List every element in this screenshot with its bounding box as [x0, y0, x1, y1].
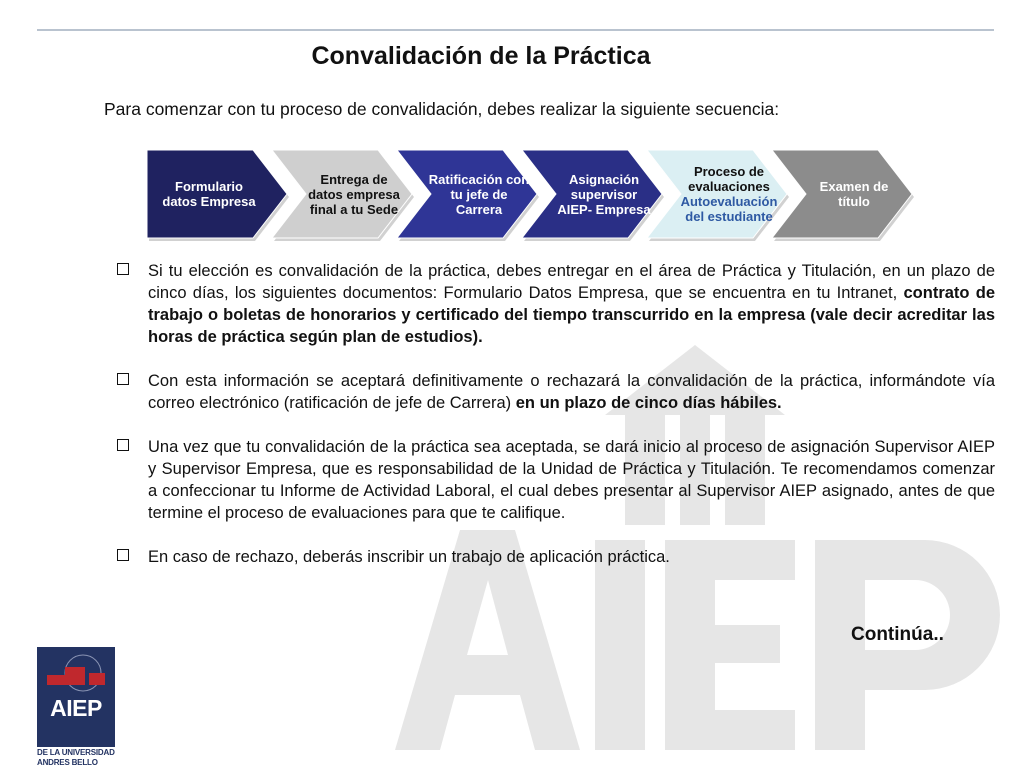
bullet-text: En caso de rechazo, deberás inscribir un trabajo de aplicación práctica. [148, 548, 670, 566]
flow-step-label [802, 179, 906, 209]
flow-step-label [677, 164, 781, 224]
slide-title: Convalidación de la Práctica [311, 42, 651, 70]
checkbox-bullet-icon [117, 373, 129, 385]
header-rule [37, 29, 994, 31]
checkbox-bullet-icon [117, 549, 129, 561]
flow-step-subtext: Autoevaluación del estudiante [680, 194, 778, 224]
bullet-item [117, 260, 995, 348]
flow-step-text: Proceso de evaluaciones [688, 164, 770, 194]
flow-step-text: Formulario datos Empresa [162, 179, 256, 209]
bullet-text: Con esta información se aceptará definitivamente o rechazará la convalidación de la práctica, informándote vía correo electrónico (ratificación de jefe de Carrera) [148, 372, 995, 412]
continue-label: Continúa.. [851, 624, 944, 645]
aiep-logo [37, 647, 115, 767]
flow-step-text: Entrega de datos empresa final a tu Sede [308, 171, 400, 217]
bullet-text: Una vez que tu convalidación de la práctica sea aceptada, se dará inicio al proceso de asignación Supervisor AIEP y Supervisor Empresa, que es responsabilidad de la Unidad de Práctica y Titulación. Te recomendamos comenzar a confeccionar tu Informe de Actividad Laboral, el cual debes presentar al Supervisor AIEP asignado, antes de que termine el proceso de evaluaciones para que te califique. [148, 438, 995, 522]
flow-step-label [157, 179, 261, 209]
checkbox-bullet-icon [117, 263, 129, 275]
bullet-bold-text: en un plazo de cinco días hábiles. [515, 394, 782, 412]
bullet-bold-text: contrato de trabajo o boletas de honorarios y certificado del tiempo transcurrido en la empresa (vale decir acreditar las horas de práctica según plan de estudios). [148, 284, 996, 346]
logo-box [37, 647, 115, 747]
flow-step-label [427, 172, 531, 217]
checkbox-bullet-icon [117, 439, 129, 451]
process-flow [147, 146, 947, 242]
bullet-item [117, 436, 995, 524]
intro-text: Para comenzar con tu proceso de convalidación, debes realizar la siguiente secuencia: [104, 99, 780, 119]
bullet-text: Si tu elección es convalidación de la práctica, debes entregar en el área de Práctica y Titulación, en un plazo de cinco días, los siguientes documentos: Formulario Datos Empresa, que se encuentra en tu Intranet, [148, 262, 995, 302]
bullet-item [117, 546, 995, 568]
flow-step-text: Asignación supervisor AIEP- Empresa [557, 171, 651, 217]
flow-step-label [552, 172, 656, 217]
bullet-list [117, 260, 995, 590]
bullet-item [117, 370, 995, 414]
logo-line-2: ANDRES BELLO [37, 758, 98, 767]
flow-step-label [302, 172, 406, 217]
flow-step-text: Ratificación con tu jefe de Carrera [428, 171, 530, 217]
flow-step-text: Examen de título [819, 179, 889, 209]
logo-name: AIEP [50, 695, 102, 721]
logo-line-1: DE LA UNIVERSIDAD [37, 748, 115, 757]
